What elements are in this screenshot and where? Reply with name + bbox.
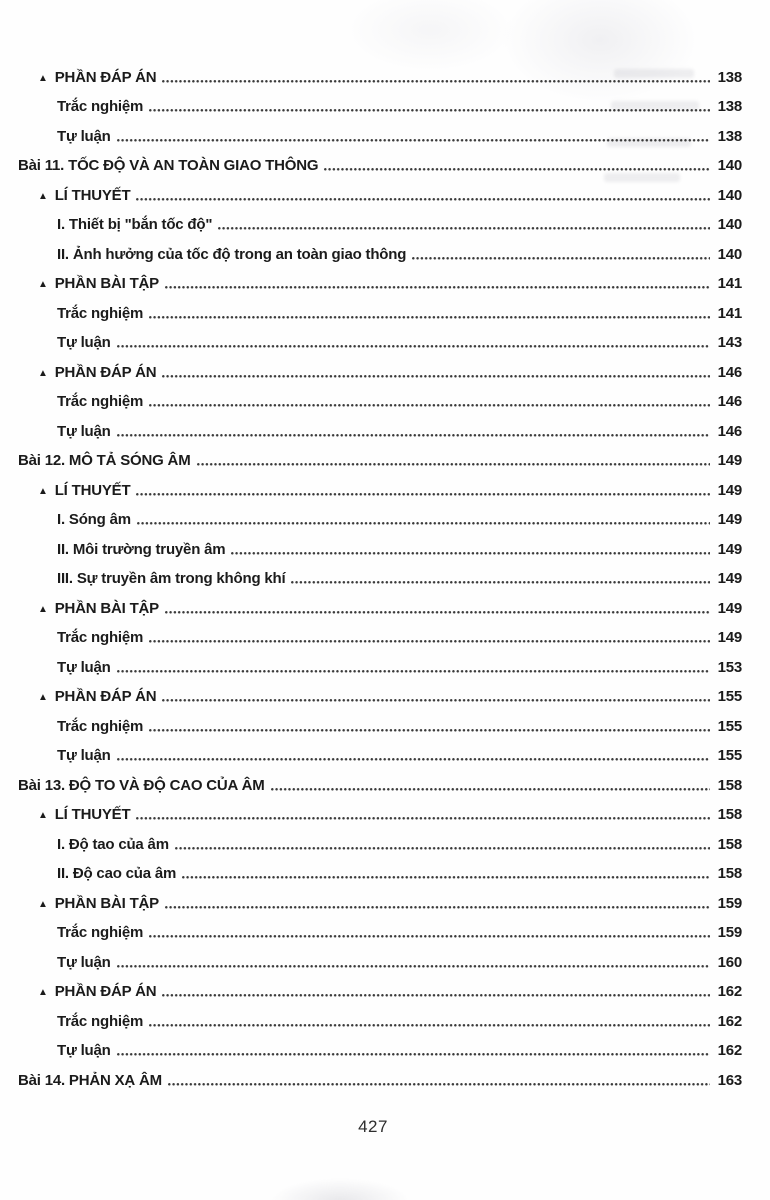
toc-entry-page-number: 149 xyxy=(717,481,742,499)
toc-entry-page-number: 149 xyxy=(717,570,742,587)
toc-entry-page-number: 149 xyxy=(717,452,742,469)
toc-entry-page-number: 146 xyxy=(717,422,742,440)
toc-entry xyxy=(18,828,742,858)
toc-entry-label: LÍ THUYẾT xyxy=(54,186,131,204)
toc-entry-label: Tự luận xyxy=(57,334,111,351)
toc-entry-page-number: 149 xyxy=(717,599,742,617)
triangle-bullet-icon: ▲ xyxy=(38,810,48,821)
toc-entry-page-number: 138 xyxy=(717,127,742,145)
toc-entry-page-number: 149 xyxy=(717,629,742,646)
toc-entry xyxy=(18,651,742,681)
toc-entry xyxy=(18,415,742,445)
dotted-leader xyxy=(182,876,710,879)
dotted-leader xyxy=(412,257,710,260)
dotted-leader xyxy=(117,758,710,761)
toc-entry-page-number: 146 xyxy=(717,393,742,410)
toc-entry-page-number: 146 xyxy=(717,363,742,381)
toc-entry xyxy=(18,504,742,534)
toc-entry xyxy=(18,474,742,504)
page-footer xyxy=(0,1117,758,1137)
toc-entry-page-number: 158 xyxy=(717,806,742,823)
toc-entry-page-number: 140 xyxy=(717,157,742,174)
toc-entry-label: LÍ THUYẾT xyxy=(54,806,131,823)
toc-entry-label: PHẦN BÀI TẬP xyxy=(54,894,159,912)
toc-entry-label: II. Ảnh hưởng của tốc độ trong an toàn giao thông xyxy=(57,245,407,263)
toc-entry-label: Tự luận xyxy=(57,127,111,145)
toc-entry xyxy=(18,858,742,888)
dotted-leader xyxy=(117,670,710,673)
toc-entry xyxy=(18,356,742,386)
dotted-leader xyxy=(136,493,710,496)
toc-entry xyxy=(18,740,742,770)
toc-entry-page-number: 162 xyxy=(717,1012,742,1030)
toc-entry-label: II. Môi trường truyền âm xyxy=(57,540,226,558)
toc-entry-page-number: 155 xyxy=(717,717,742,735)
triangle-bullet-icon: ▲ xyxy=(38,603,48,615)
toc-entry-page-number: 158 xyxy=(717,776,742,794)
toc-entry-label: Bài 14. PHẢN XẠ ÂM xyxy=(18,1071,162,1089)
dotted-leader xyxy=(197,463,711,466)
toc-entry-page-number: 162 xyxy=(717,983,742,1000)
toc-entry-label: PHẦN ĐÁP ÁN xyxy=(54,363,157,381)
dotted-leader xyxy=(149,729,710,732)
toc-entry-page-number: 138 xyxy=(717,68,742,86)
toc-entry-page-number: 158 xyxy=(717,865,742,882)
toc-entry-label: Tự luận xyxy=(57,747,111,764)
toc-entry-label: PHẦN ĐÁP ÁN xyxy=(54,68,157,86)
toc-entry xyxy=(18,799,742,829)
toc-entry-label: Trắc nghiệm xyxy=(57,629,144,646)
toc-entry xyxy=(18,917,742,947)
toc-entry-page-number: 149 xyxy=(717,511,742,528)
toc-entry-label: Tự luận xyxy=(57,1042,111,1059)
toc-entry-label: Tự luận xyxy=(57,953,111,971)
dotted-leader xyxy=(324,168,710,171)
toc-entry-page-number: 160 xyxy=(717,953,742,971)
toc-entry-label: LÍ THUYẾT xyxy=(54,481,131,499)
dotted-leader xyxy=(117,139,710,142)
toc-entry xyxy=(18,769,742,799)
dotted-leader xyxy=(165,611,710,614)
toc-entry-label: I. Sóng âm xyxy=(57,511,131,528)
triangle-bullet-icon: ▲ xyxy=(38,898,48,910)
toc-entry-label: III. Sự truyền âm trong không khí xyxy=(57,570,286,587)
toc-entry-label: PHẦN BÀI TẬP xyxy=(54,275,159,292)
toc-entry xyxy=(18,327,742,357)
dotted-leader xyxy=(136,817,710,820)
toc-entry xyxy=(18,887,742,917)
dotted-leader xyxy=(162,994,710,997)
toc-entry xyxy=(18,238,742,268)
triangle-bullet-icon: ▲ xyxy=(38,485,48,497)
toc-entry-label: PHẦN ĐÁP ÁN xyxy=(54,688,157,705)
dotted-leader xyxy=(117,434,710,437)
dotted-leader xyxy=(271,788,710,791)
toc-entry-label: PHẦN ĐÁP ÁN xyxy=(54,983,157,1000)
toc-entry-page-number: 138 xyxy=(717,98,742,115)
toc-entry-page-number: 153 xyxy=(717,658,742,676)
dotted-leader xyxy=(231,552,710,555)
toc-entry xyxy=(18,150,742,180)
toc-entry-page-number: 140 xyxy=(717,245,742,263)
dotted-leader xyxy=(162,80,710,83)
dotted-leader xyxy=(149,404,710,407)
toc-entry-label: II. Độ cao của âm xyxy=(57,865,177,882)
dotted-leader xyxy=(149,640,710,643)
toc-entry-page-number: 158 xyxy=(717,835,742,853)
triangle-bullet-icon: ▲ xyxy=(38,279,48,290)
toc-entry-label: PHẦN BÀI TẬP xyxy=(54,599,159,617)
toc-list xyxy=(18,61,742,1094)
dotted-leader xyxy=(162,375,710,378)
toc-entry xyxy=(18,268,742,298)
dotted-leader xyxy=(165,906,710,909)
toc-entry-label: Tự luận xyxy=(57,422,111,440)
dotted-leader xyxy=(168,1083,710,1086)
toc-entry-page-number: 141 xyxy=(717,275,742,292)
dotted-leader xyxy=(149,316,710,319)
triangle-bullet-icon: ▲ xyxy=(38,987,48,998)
toc-entry-page-number: 159 xyxy=(717,894,742,912)
triangle-bullet-icon: ▲ xyxy=(38,190,48,202)
triangle-bullet-icon: ▲ xyxy=(38,692,48,703)
dotted-leader xyxy=(291,581,710,584)
toc-entry xyxy=(18,120,742,150)
toc-entry-page-number: 155 xyxy=(717,688,742,705)
triangle-bullet-icon: ▲ xyxy=(38,72,48,84)
toc-entry-label: I. Độ tao của âm xyxy=(57,835,169,853)
toc-entry-label: Bài 11. TỐC ĐỘ VÀ AN TOÀN GIAO THÔNG xyxy=(18,157,319,174)
toc-entry-label: Bài 13. ĐỘ TO VÀ ĐỘ CAO CỦA ÂM xyxy=(18,776,265,794)
toc-entry xyxy=(18,209,742,239)
toc-entry-label: Trắc nghiệm xyxy=(57,924,144,941)
dotted-leader xyxy=(162,699,710,702)
toc-entry-label: Trắc nghiệm xyxy=(57,717,144,735)
toc-entry xyxy=(18,297,742,327)
dotted-leader xyxy=(149,109,710,112)
toc-entry-page-number: 140 xyxy=(717,186,742,204)
dotted-leader xyxy=(117,965,710,968)
toc-entry-label: I. Thiết bị "bắn tốc độ" xyxy=(57,216,213,233)
toc-entry-label: Trắc nghiệm xyxy=(57,98,144,115)
toc-entry xyxy=(18,1035,742,1065)
toc-entry xyxy=(18,710,742,740)
toc-entry xyxy=(18,622,742,652)
dotted-leader xyxy=(165,286,710,289)
toc-entry xyxy=(18,563,742,593)
dotted-leader xyxy=(149,935,710,938)
toc-entry xyxy=(18,445,742,475)
toc-entry-label: Trắc nghiệm xyxy=(57,1012,144,1030)
toc-entry-page-number: 163 xyxy=(717,1071,742,1089)
dotted-leader xyxy=(117,345,710,348)
toc-entry-label: Tự luận xyxy=(57,658,111,676)
toc-entry-page-number: 143 xyxy=(717,334,742,351)
toc-entry xyxy=(18,946,742,976)
dotted-leader xyxy=(136,198,710,201)
toc-entry-page-number: 140 xyxy=(717,216,742,233)
toc-entry xyxy=(18,592,742,622)
toc-entry xyxy=(18,976,742,1006)
toc-entry-page-number: 155 xyxy=(717,747,742,764)
toc-entry xyxy=(18,91,742,121)
dotted-leader xyxy=(175,847,710,850)
dotted-leader xyxy=(137,522,710,525)
toc-entry xyxy=(18,179,742,209)
toc-entry xyxy=(18,61,742,91)
toc-entry-label: Trắc nghiệm xyxy=(57,304,144,322)
toc-entry xyxy=(18,1064,742,1094)
toc-entry-page-number: 159 xyxy=(717,924,742,941)
scan-smudge-artifact xyxy=(270,1178,410,1200)
dotted-leader xyxy=(149,1024,710,1027)
triangle-bullet-icon: ▲ xyxy=(38,367,48,379)
dotted-leader xyxy=(218,227,710,230)
toc-entry-label: Trắc nghiệm xyxy=(57,393,144,410)
toc-entry xyxy=(18,386,742,416)
toc-entry xyxy=(18,533,742,563)
toc-entry xyxy=(18,1005,742,1035)
toc-entry-page-number: 149 xyxy=(717,540,742,558)
toc-entry xyxy=(18,681,742,711)
toc-entry-label: Bài 12. MÔ TẢ SÓNG ÂM xyxy=(18,452,191,469)
toc-entry-page-number: 141 xyxy=(717,304,742,322)
toc-entry-page-number: 162 xyxy=(717,1042,742,1059)
dotted-leader xyxy=(117,1053,710,1056)
page-number: 427 xyxy=(358,1117,388,1136)
